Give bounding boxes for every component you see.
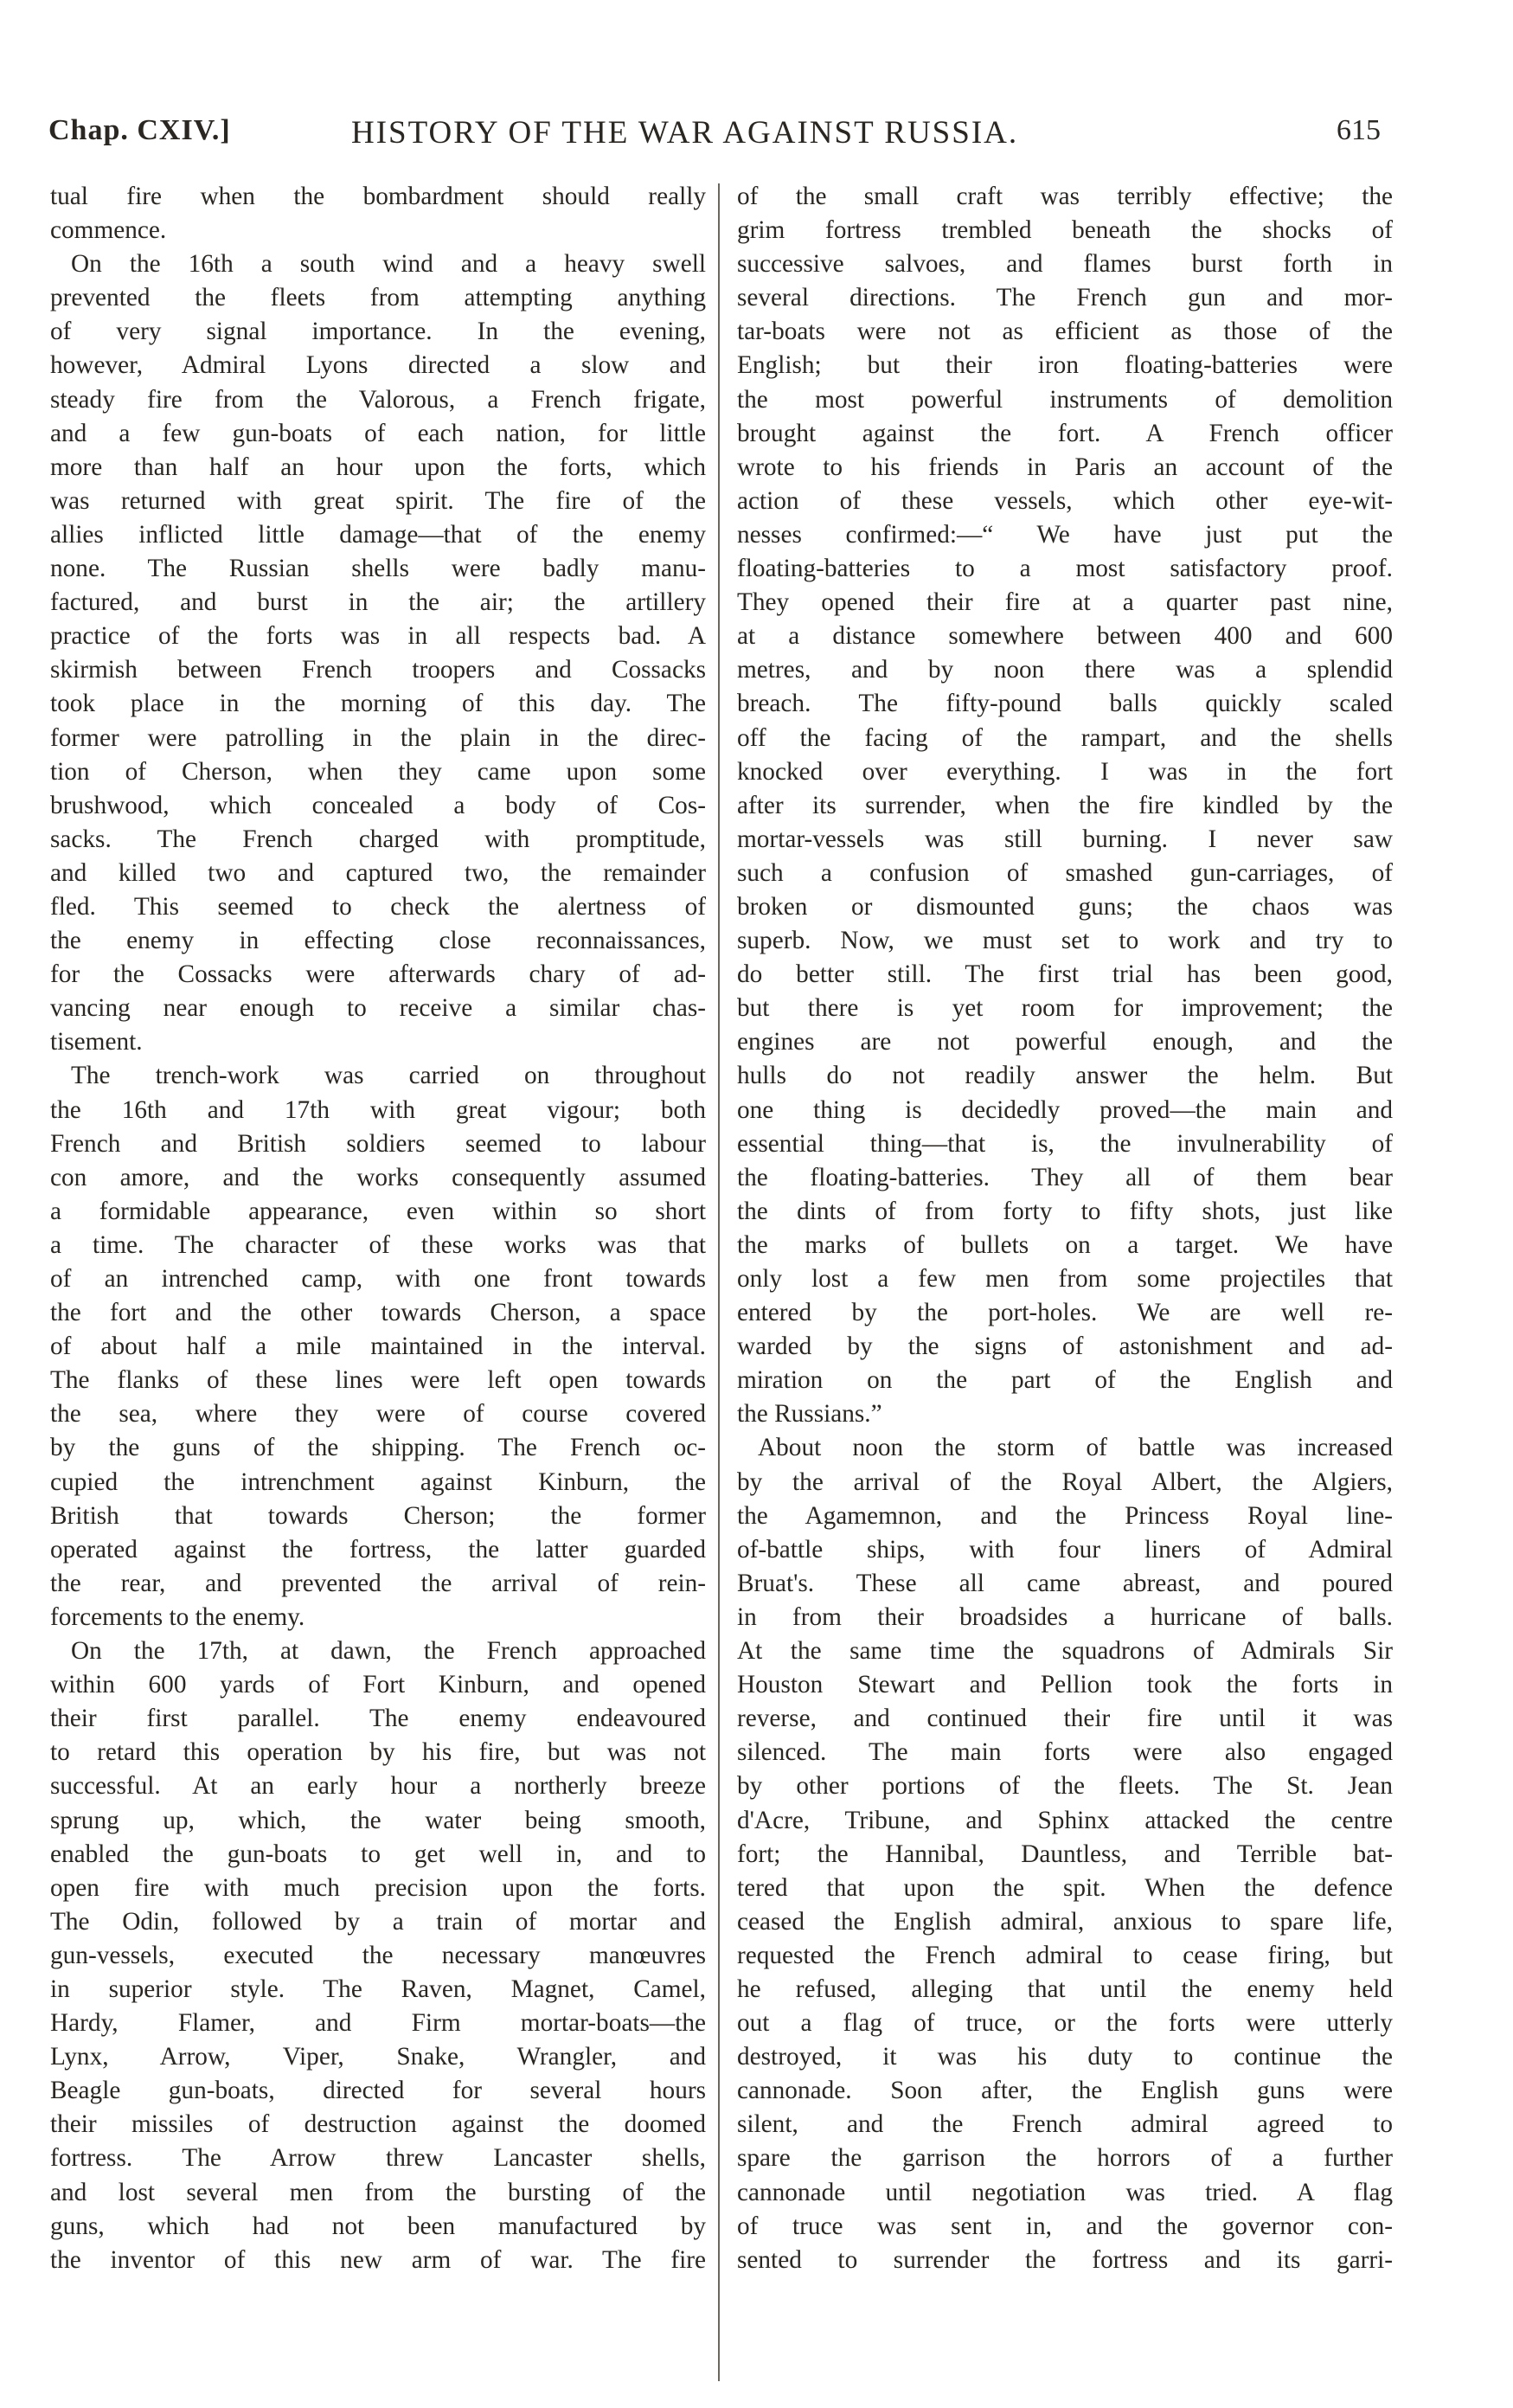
text-line: brought against the fort. A French officer <box>737 419 1393 447</box>
text-line: to retard this operation by his fire, but was not <box>50 1738 706 1767</box>
text-line: commence. <box>50 216 167 245</box>
text-line: the enemy in effecting close reconnaissances, <box>50 927 706 955</box>
text-line: fort; the Hannibal, Dauntless, and Terrible bat- <box>737 1840 1393 1868</box>
text-line: enabled the gun-boats to get well in, and to <box>50 1840 706 1868</box>
text-line: breach. The fifty-pound balls quickly scaled <box>737 690 1393 718</box>
text-line: their first parallel. The enemy endeavoured <box>50 1705 706 1733</box>
text-line: requested the French admiral to cease firing, but <box>737 1941 1393 1969</box>
text-line: one thing is decidedly proved—the main and <box>737 1095 1393 1124</box>
text-line: miration on the part of the English and <box>737 1366 1393 1395</box>
text-line: superb. Now, we must set to work and try to <box>737 927 1393 955</box>
text-line: took place in the morning of this day. The <box>50 690 706 718</box>
left-column <box>50 180 706 2277</box>
text-line: allies inflicted little damage—that of the enemy <box>50 520 706 549</box>
text-line: At the same time the squadrons of Admirals Sir <box>737 1637 1393 1666</box>
text-line: of truce was sent in, and the governor con- <box>737 2212 1393 2240</box>
text-line: destroyed, it was his duty to continue the <box>737 2043 1393 2071</box>
text-line: cannonade until negotiation was tried. A flag <box>737 2178 1393 2206</box>
chapter-label: Chap. CXIV.] <box>48 114 231 146</box>
text-line: brushwood, which concealed a body of Cos- <box>50 791 706 819</box>
text-line: off the facing of the rampart, and the shells <box>737 723 1393 752</box>
text-line: spare the garrison the horrors of a further <box>737 2144 1393 2173</box>
right-column <box>737 180 1393 2277</box>
text-line: the dints of from forty to fifty shots, just like <box>737 1197 1393 1225</box>
text-line: essential thing—that is, the invulnerability of <box>737 1129 1393 1158</box>
text-line: of very signal importance. In the evening, <box>50 318 706 346</box>
text-line: of an intrenched camp, with one front towards <box>50 1265 706 1293</box>
text-line: several directions. The French gun and mor- <box>737 284 1393 312</box>
text-line: forcements to the enemy. <box>50 1602 305 1631</box>
text-line: practice of the forts was in all respects bad. A <box>50 622 706 651</box>
text-line: such a confusion of smashed gun-carriages, of <box>737 858 1393 887</box>
text-line: British that towards Cherson; the former <box>50 1501 706 1530</box>
text-line: at a distance somewhere between 400 and 600 <box>737 622 1393 651</box>
text-line: The flanks of these lines were left open towards <box>50 1366 706 1395</box>
text-line: however, Admiral Lyons directed a slow and <box>50 351 706 380</box>
text-line: their missiles of destruction against the doomed <box>50 2110 706 2139</box>
text-line: About noon the storm of battle was increased <box>758 1434 1393 1462</box>
text-line: by the arrival of the Royal Albert, the Algiers, <box>737 1467 1393 1496</box>
text-line: Lynx, Arrow, Viper, Snake, Wrangler, and <box>50 2043 706 2071</box>
text-line: sprung up, which, the water being smooth, <box>50 1806 706 1834</box>
text-line: tered that upon the spit. When the defence <box>737 1873 1393 1902</box>
text-line: within 600 yards of Fort Kinburn, and opened <box>50 1671 706 1699</box>
text-line: none. The Russian shells were badly manu- <box>50 555 706 583</box>
text-line: action of these vessels, which other eye-wit- <box>737 486 1393 515</box>
text-line: mortar-vessels was still burning. I never saw <box>737 825 1393 853</box>
text-line: of the small craft was terribly effective; the <box>737 183 1393 210</box>
text-line: the inventor of this new arm of war. The fire <box>50 2245 706 2274</box>
text-line: con amore, and the works consequently assumed <box>50 1163 706 1191</box>
text-line: tion of Cherson, when they came upon some <box>50 757 706 786</box>
text-line: the marks of bullets on a target. We have <box>737 1230 1393 1259</box>
text-line: but there is yet room for improvement; the <box>737 994 1393 1023</box>
text-line: Beagle gun-boats, directed for several hours <box>50 2077 706 2105</box>
text-line: and a few gun-boats of each nation, for little <box>50 419 706 447</box>
text-line: operated against the fortress, the latter guarded <box>50 1535 706 1564</box>
text-line: guns, which had not been manufactured by <box>50 2212 706 2240</box>
text-line: out a flag of truce, or the forts were utterly <box>737 2009 1393 2038</box>
text-line: Hardy, Flamer, and Firm mortar-boats—the <box>50 2009 706 2038</box>
text-line: Houston Stewart and Pellion took the forts in <box>737 1671 1393 1699</box>
text-line: They opened their fire at a quarter past nine, <box>737 588 1393 617</box>
text-line: factured, and burst in the air; the artillery <box>50 588 706 617</box>
text-line: the Agamemnon, and the Princess Royal line- <box>737 1501 1393 1530</box>
column-divider <box>718 183 720 2381</box>
text-line: open fire with much precision upon the forts. <box>50 1873 706 1902</box>
text-line: broken or dismounted guns; the chaos was <box>737 892 1393 921</box>
text-line: ceased the English admiral, anxious to spare life, <box>737 1907 1393 1936</box>
text-line: of about half a mile maintained in the interval. <box>50 1332 706 1361</box>
text-line: the sea, where they were of course covered <box>50 1400 706 1429</box>
text-line: do better still. The first trial has been good, <box>737 960 1393 989</box>
text-line: grim fortress trembled beneath the shocks of <box>737 216 1393 245</box>
text-line: skirmish between French troopers and Cossacks <box>50 656 706 684</box>
text-line: the floating-batteries. They all of them bear <box>737 1163 1393 1191</box>
text-line: and killed two and captured two, the remainder <box>50 858 706 887</box>
text-line: for the Cossacks were afterwards chary of ad- <box>50 960 706 989</box>
text-line: The Odin, followed by a train of mortar and <box>50 1907 706 1936</box>
text-line: metres, and by noon there was a splendid <box>737 656 1393 684</box>
text-line: sacks. The French charged with promptitude, <box>50 825 706 853</box>
text-line: silent, and the French admiral agreed to <box>737 2110 1393 2139</box>
text-line: in superior style. The Raven, Magnet, Camel, <box>50 1975 706 2003</box>
text-line: French and British soldiers seemed to labour <box>50 1129 706 1158</box>
text-line: gun-vessels, executed the necessary manœuvres <box>50 1941 706 1969</box>
text-line: warded by the signs of astonishment and ad- <box>737 1332 1393 1361</box>
text-line: by other portions of the fleets. The St. Jean <box>737 1772 1393 1801</box>
text-line: successful. At an early hour a northerly breeze <box>50 1772 706 1801</box>
text-line: the Russians.” <box>737 1400 882 1429</box>
text-line: more than half an hour upon the forts, which <box>50 453 706 481</box>
text-line: by the guns of the shipping. The French oc- <box>50 1434 706 1462</box>
text-line: vancing near enough to receive a similar chas- <box>50 994 706 1023</box>
text-line: in from their broadsides a hurricane of balls. <box>737 1602 1393 1631</box>
text-line: hulls do not readily answer the helm. But <box>737 1062 1393 1090</box>
text-line: after its surrender, when the fire kindled by the <box>737 791 1393 819</box>
text-line: nesses confirmed:—“ We have just put the <box>737 520 1393 549</box>
text-line: cupied the intrenchment against Kinburn, the <box>50 1467 706 1496</box>
text-line: On the 17th, at dawn, the French approached <box>71 1637 706 1666</box>
text-line: the most powerful instruments of demolition <box>737 385 1393 414</box>
text-line: tisement. <box>50 1028 143 1056</box>
text-line: engines are not powerful enough, and the <box>737 1028 1393 1056</box>
text-line: tual fire when the bombardment should really <box>50 183 706 210</box>
text-line: floating-batteries to a most satisfactory proof. <box>737 555 1393 583</box>
text-line: successive salvoes, and flames burst forth in <box>737 250 1393 279</box>
text-line: a time. The character of these works was that <box>50 1230 706 1259</box>
running-title: HISTORY OF THE WAR AGAINST RUSSIA. <box>351 115 1019 151</box>
text-line: the fort and the other towards Cherson, a space <box>50 1299 706 1327</box>
text-line: a formidable appearance, even within so short <box>50 1197 706 1225</box>
text-line: former were patrolling in the plain in the direc- <box>50 723 706 752</box>
text-line: The trench-work was carried on throughout <box>71 1062 706 1090</box>
text-line: steady fire from the Valorous, a French frigate, <box>50 385 706 414</box>
text-line: sented to surrender the fortress and its garri- <box>737 2245 1393 2274</box>
text-line: prevented the fleets from attempting anything <box>50 284 706 312</box>
running-header <box>48 114 1381 157</box>
text-line: reverse, and continued their fire until it was <box>737 1705 1393 1733</box>
text-line: silenced. The main forts were also engaged <box>737 1738 1393 1767</box>
text-line: d'Acre, Tribune, and Sphinx attacked the centre <box>737 1806 1393 1834</box>
text-line: he refused, alleging that until the enemy held <box>737 1975 1393 2003</box>
text-line: was returned with great spirit. The fire of the <box>50 486 706 515</box>
text-line: entered by the port-holes. We are well re- <box>737 1299 1393 1327</box>
text-line: tar-boats were not as efficient as those of the <box>737 318 1393 346</box>
text-line: English; but their iron floating-batteries were <box>737 351 1393 380</box>
text-line: knocked over everything. I was in the fort <box>737 757 1393 786</box>
text-line: On the 16th a south wind and a heavy swell <box>71 250 706 279</box>
text-line: fled. This seemed to check the alertness of <box>50 892 706 921</box>
text-line: cannonade. Soon after, the English guns were <box>737 2077 1393 2105</box>
text-line: fortress. The Arrow threw Lancaster shells, <box>50 2144 706 2173</box>
text-line: only lost a few men from some projectiles that <box>737 1265 1393 1293</box>
page-number: 615 <box>1337 114 1381 146</box>
text-line: wrote to his friends in Paris an account of the <box>737 453 1393 481</box>
text-line: the rear, and prevented the arrival of rein- <box>50 1569 706 1597</box>
text-line: and lost several men from the bursting of the <box>50 2178 706 2206</box>
text-line: Bruat's. These all came abreast, and poured <box>737 1569 1393 1597</box>
text-line: of-battle ships, with four liners of Admiral <box>737 1535 1393 1564</box>
text-line: the 16th and 17th with great vigour; both <box>50 1095 706 1124</box>
